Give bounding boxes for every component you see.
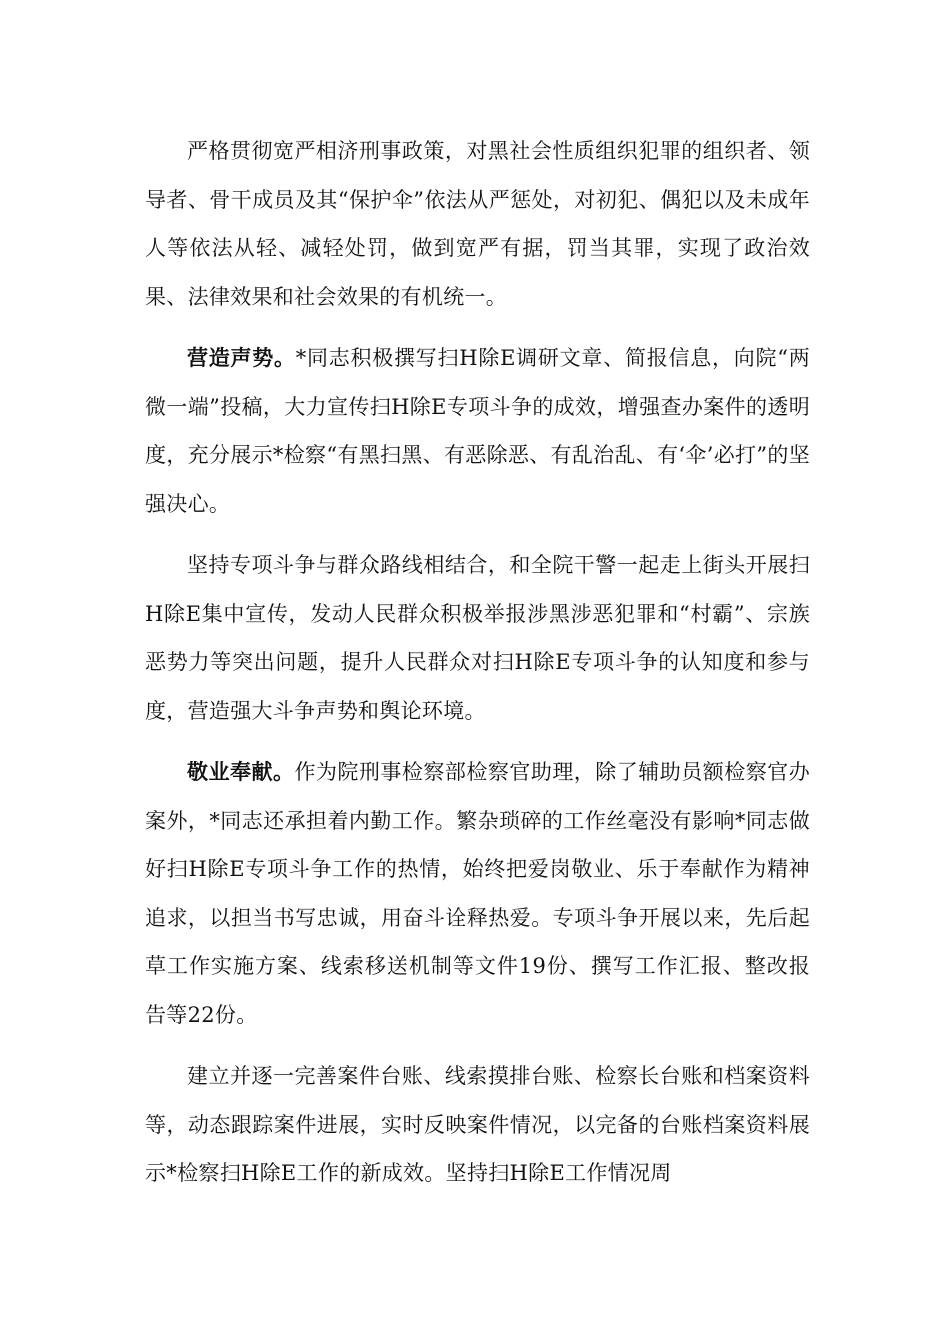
paragraph-2-heading: 营造声势。: [187, 345, 296, 370]
paragraph-1: [145, 127, 810, 321]
paragraph-3: [145, 541, 810, 735]
paragraph-4-text: 作为院刑事检察部检察官助理，除了辅助员额检察官办案外，*同志还承担着内勤工作。繁杂琐碎的工作丝毫没有影响*同志做好扫H除E专项斗争工作的热情，始终把爱岗敬业、乐于奉献作为精神追求，以担当书写忠诚，用奋斗诠释热爱。专项斗争开展以来，先后起草工作实施方案、线索移送机制等文件19份、撰写工作汇报、整改报告等22份。: [145, 760, 811, 1027]
paragraph-2-text: *同志积极撰写扫H除E调研文章、简报信息，向院“两微一端”投稿，大力宣传扫H除E专项斗争的成效，增强查办案件的透明度，充分展示*检察“有黑扫黑、有恶除恶、有乱治乱、有‘伞’必打”的坚强决心。: [145, 346, 810, 516]
paragraph-3-text: 坚持专项斗争与群众路线相结合，和全院干警一起走上街头开展扫H除E集中宣传，发动人民群众积极举报涉黑涉恶犯罪和“村霸”、宗族恶势力等突出问题，提升人民群众对扫H除E专项斗争的认知度和参与度，营造强大斗争声势和舆论环境。: [145, 553, 810, 723]
paragraph-5-text: 建立并逐一完善案件台账、线索摸排台账、检察长台账和档案资料等，动态跟踪案件进展，实时反映案件情况，以完备的台账档案资料展示*检察扫H除E工作的新成效。坚持扫H除E工作情况周: [145, 1064, 810, 1185]
paragraph-5: [145, 1052, 810, 1198]
paragraph-2: [145, 334, 810, 528]
document-body: [145, 127, 810, 1198]
paragraph-4: [145, 748, 810, 1039]
paragraph-1-text: 严格贯彻宽严相济刑事政策，对黑社会性质组织犯罪的组织者、领导者、骨干成员及其“保护伞”依法从严惩处，对初犯、偶犯以及未成年人等依法从轻、减轻处罚，做到宽严有据，罚当其罪，实现了政治效果、法律效果和社会效果的有机统一。: [145, 139, 810, 309]
paragraph-4-heading: 敬业奉献。: [187, 759, 295, 784]
